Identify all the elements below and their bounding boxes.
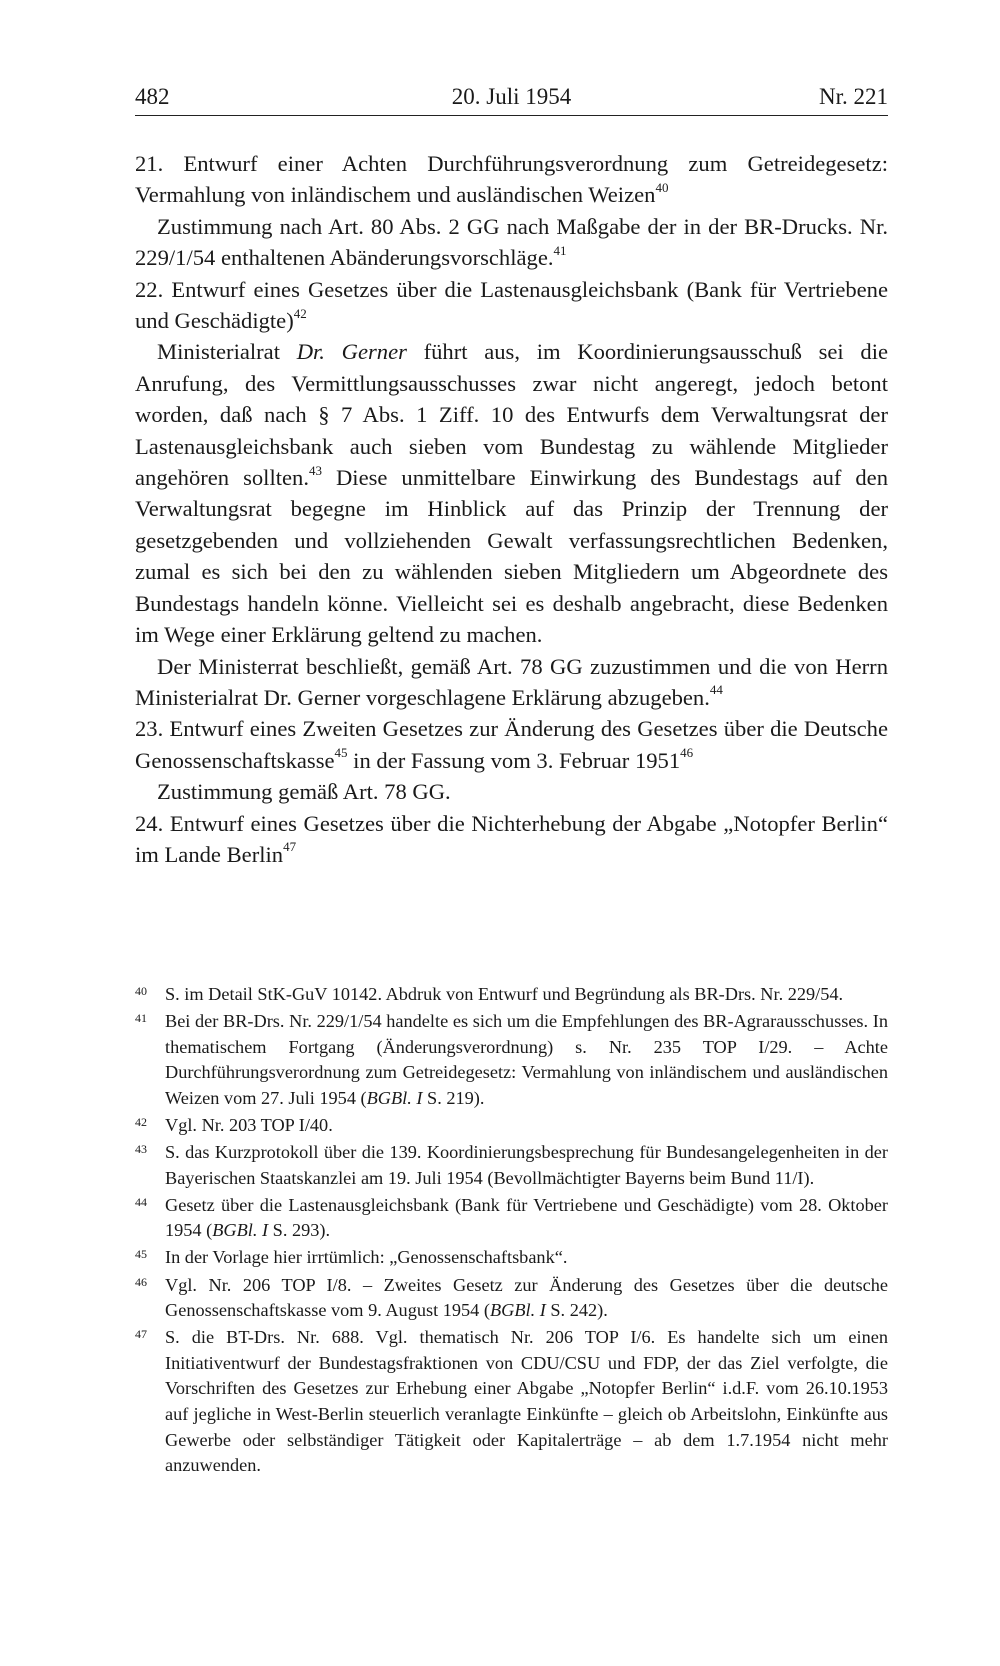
footnote-text: S. 293). — [268, 1220, 331, 1241]
footnote-number: 47 — [135, 1327, 147, 1342]
footnote-number: 44 — [135, 1194, 147, 1209]
footnote-ref[interactable]: 43 — [308, 462, 322, 478]
agenda-item-text: 23. Entwurf eines Zweiten Gesetzes zur Änderung des Gesetzes über die Deutsche Genossenschaftskasse — [135, 716, 888, 773]
footnote-text: In der Vorlage hier irrtümlich: „Genossenschaftsbank“. — [165, 1247, 568, 1268]
footnote-text: S. 242). — [545, 1300, 608, 1321]
document-number: Nr. 221 — [819, 84, 888, 109]
decision-text: Zustimmung nach Art. 80 Abs. 2 GG nach Maßgabe der in der BR-Drucks. Nr. 229/1/54 enthaltenen Abänderungsvorschläge. — [135, 213, 888, 271]
discussion-22 — [135, 336, 888, 650]
agenda-item-text: 22. Entwurf eines Gesetzes über die Lastenausgleichsbank (Bank für Vertriebene und Geschädigte) — [135, 276, 888, 334]
decision-22 — [135, 651, 888, 714]
decision-21 — [135, 211, 888, 274]
agenda-item-24 — [135, 808, 888, 871]
agenda-item-text: 21. Entwurf einer Achten Durchführungsverordnung zum Getreidegesetz: Vermahlung von inländischem und ausländischen Weizen — [135, 151, 888, 208]
header-rule — [135, 115, 888, 116]
decision-text: Zustimmung gemäß Art. 78 GG. — [157, 779, 451, 805]
footnote-40 — [135, 982, 888, 1008]
footnote-text: Vgl. Nr. 206 TOP I/8. – Zweites Gesetz zur Änderung des Gesetzes über die deutsche Genossenschaftskasse vom 9. August 1954 ( — [165, 1274, 888, 1321]
footnote-41 — [135, 1009, 888, 1111]
footnote-number: 46 — [135, 1274, 147, 1289]
citation-italic: BGBl. I — [366, 1087, 423, 1108]
footnote-ref[interactable]: 42 — [293, 305, 307, 321]
citation-italic: BGBl. I — [489, 1300, 546, 1321]
footnote-46 — [135, 1273, 888, 1324]
footnote-number: 41 — [135, 1011, 147, 1026]
footnote-ref[interactable]: 45 — [334, 745, 348, 761]
agenda-item-22 — [135, 274, 888, 337]
decision-text: Der Ministerrat beschließt, gemäß Art. 78 GG zuzustimmen und die von Herrn Ministerialrat Dr. Gerner vorgeschlagene Erklärung abzugeben. — [135, 653, 888, 710]
footnote-text: Bei der BR-Drs. Nr. 229/1/54 handelte es sich um die Empfehlungen des BR-Agrarausschusses. In thematischem Fortgang (Änderungsverordnung) s. Nr. 235 TOP I/29. – Achte Durchführungsverordnung zum Getreidegesetz: Vermahlung von inländischem und ausländischen Weizen vom 27. Juli 1954 ( — [165, 1011, 888, 1108]
decision-23 — [135, 776, 888, 807]
footnote-number: 42 — [135, 1114, 147, 1129]
paragraph-text: Ministerialrat — [157, 339, 297, 365]
citation-italic: BGBl. I — [212, 1220, 269, 1241]
header-date: 20. Juli 1954 — [451, 84, 572, 109]
footnote-47 — [135, 1325, 888, 1479]
footnote-text: S. im Detail StK-GuV 10142. Abdruk von Entwurf und Begründung als BR-Drs. Nr. 229/54. — [165, 984, 844, 1004]
footnote-number: 40 — [135, 984, 147, 998]
running-header — [135, 84, 888, 114]
speaker-name: Dr. Gerner — [296, 339, 407, 365]
footnote-number: 45 — [135, 1247, 147, 1262]
main-text — [135, 148, 888, 870]
footnote-text: S. das Kurzprotokoll über die 139. Koordinierungsbesprechung für Bundesangelegenheiten in der Bayerischen Staatskanzlei am 19. Juli 1954 (Bevollmächtigter Bayerns beim Bund 11/I). — [165, 1142, 888, 1188]
footnote-number: 43 — [135, 1142, 147, 1157]
footnote-ref[interactable]: 40 — [655, 179, 669, 195]
agenda-item-21 — [135, 148, 888, 211]
footnote-text: S. die BT-Drs. Nr. 688. Vgl. thematisch Nr. 206 TOP I/6. Es handelte sich um einen Initiativentwurf der Bundestagsfraktionen von CDU/CSU und FDP, der das Ziel verfolgte, die Vorschriften des Gesetzes zur Erhebung einer Abgabe „Notopfer Berlin“ i.d.F. vom 26.10.1953 auf jegliche in West-Berlin steuerlich veranlagte Einkünfte – gleich ob Arbeitslohn, Einkünfte aus Gewerbe oder selbständiger Tätigkeit oder Kapitalerträge – ab dem 1.7.1954 nicht mehr anzuwenden. — [165, 1327, 888, 1476]
footnote-text: S. 219). — [422, 1087, 485, 1108]
agenda-item-23 — [135, 713, 888, 776]
footnote-ref[interactable]: 47 — [283, 839, 297, 855]
footnote-ref[interactable]: 41 — [553, 242, 567, 258]
footnote-text: Vgl. Nr. 203 TOP I/40. — [165, 1114, 333, 1135]
footnote-44 — [135, 1193, 888, 1244]
footnotes — [135, 982, 888, 1480]
footnote-ref[interactable]: 46 — [680, 745, 694, 761]
footnote-ref[interactable]: 44 — [709, 682, 723, 698]
footnote-42 — [135, 1113, 888, 1139]
page-number: 482 — [135, 84, 170, 109]
paragraph-text: führt aus, im Koordinierungsausschuß sei die Anrufung, des Vermittlungsausschusses zwar nicht angeregt, jedoch betont worden, daß nach § 7 Abs. 1 Ziff. 10 des Entwurfs dem Verwaltungsrat der Lastenausgleichsbank auch sieben vom Bundestag zu wählende Mitglieder angehören sollten. — [135, 339, 889, 491]
agenda-item-text: 24. Entwurf eines Gesetzes über die Nichterhebung der Abgabe „Notopfer Berlin“ im Lande Berlin — [135, 810, 888, 867]
footnote-45 — [135, 1245, 888, 1271]
agenda-item-text: in der Fassung vom 3. Februar 1951 — [347, 747, 681, 773]
paragraph-text: Diese unmittelbare Einwirkung des Bundestags auf den Verwaltungsrat begegne im Hinblick auf das Prinzip der Trennung der gesetzgebenden und vollziehenden Gewalt verfassungsrechtlichen Bedenken, zumal es sich bei den zu wählenden sieben Mitgliedern um Abgeordnete des Bundestags handeln könne. Vielleicht sei es deshalb angebracht, diese Bedenken im Wege einer Erklärung geltend zu machen. — [135, 465, 888, 648]
footnote-43 — [135, 1140, 888, 1191]
footnote-text: Gesetz über die Lastenausgleichsbank (Bank für Vertriebene und Geschädigte) vom 28. Oktober 1954 ( — [165, 1194, 888, 1241]
